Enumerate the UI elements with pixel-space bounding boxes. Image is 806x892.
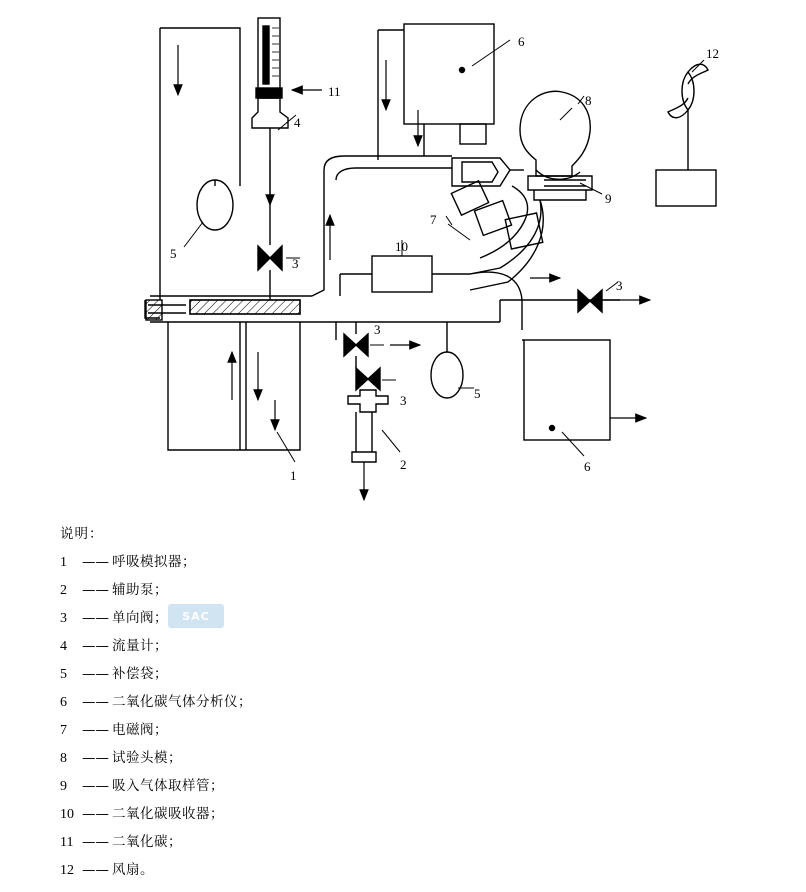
callout-7: 7 bbox=[430, 212, 437, 227]
callout-6a: 6 bbox=[518, 34, 525, 49]
legend-number: 2 bbox=[60, 582, 67, 598]
legend-dash: —— bbox=[82, 721, 109, 738]
callout-1: 1 bbox=[290, 468, 297, 483]
legend-dash: —— bbox=[82, 609, 109, 626]
legend-number: 5 bbox=[60, 666, 67, 682]
legend-number: 9 bbox=[60, 778, 67, 794]
list-item bbox=[60, 805, 760, 822]
list-item bbox=[60, 609, 760, 626]
legend-label: 吸入气体取样管； bbox=[112, 777, 224, 794]
watermark-sac: SAC bbox=[168, 604, 224, 628]
legend-dash: —— bbox=[82, 805, 109, 822]
legend-dash: —— bbox=[82, 833, 109, 850]
legend-dash: —— bbox=[82, 637, 109, 654]
legend-number: 11 bbox=[60, 834, 74, 850]
list-item bbox=[60, 721, 760, 738]
callout-10: 10 bbox=[395, 239, 408, 254]
legend-dash: —— bbox=[82, 581, 109, 598]
callout-3b: 3 bbox=[374, 322, 381, 337]
callout-4: 4 bbox=[294, 115, 301, 130]
legend-label: 流量计； bbox=[112, 637, 168, 654]
legend-dash: —— bbox=[82, 693, 109, 710]
legend-number: 12 bbox=[60, 862, 74, 878]
list-item bbox=[60, 693, 760, 710]
legend-label: 电磁阀； bbox=[112, 721, 168, 738]
list-item bbox=[60, 833, 760, 850]
legend-label: 单向阀； bbox=[112, 609, 168, 626]
list-item bbox=[60, 637, 760, 654]
callout-8: 8 bbox=[585, 93, 592, 108]
callout-3a: 3 bbox=[292, 256, 299, 271]
legend-label: 二氧化碳； bbox=[112, 833, 182, 850]
legend-label: 二氧化碳气体分析仪； bbox=[112, 693, 252, 710]
legend-label: 补偿袋； bbox=[112, 665, 168, 682]
list-item bbox=[60, 553, 760, 570]
legend-number: 8 bbox=[60, 750, 67, 766]
legend-number: 3 bbox=[60, 610, 67, 626]
callout-3c: 3 bbox=[400, 393, 407, 408]
callout-12: 12 bbox=[706, 46, 719, 61]
legend-number: 4 bbox=[60, 638, 67, 654]
legend-label: 风扇。 bbox=[112, 861, 154, 878]
list-item bbox=[60, 665, 760, 682]
legend-title: 说明： bbox=[60, 526, 104, 542]
legend-dash: —— bbox=[82, 553, 109, 570]
list-item bbox=[60, 777, 760, 794]
legend-dash: —— bbox=[82, 749, 109, 766]
legend-dash: —— bbox=[82, 777, 109, 794]
legend bbox=[60, 528, 760, 892]
legend-dash: —— bbox=[82, 861, 109, 878]
legend-number: 7 bbox=[60, 722, 67, 738]
callout-2: 2 bbox=[400, 457, 407, 472]
legend-label: 二氧化碳吸收器； bbox=[112, 805, 224, 822]
callout-3d: 3 bbox=[616, 278, 623, 293]
callout-5b: 5 bbox=[474, 386, 481, 401]
callout-6b: 6 bbox=[584, 459, 591, 474]
legend-dash: —— bbox=[82, 665, 109, 682]
callout-5a: 5 bbox=[170, 246, 177, 261]
list-item bbox=[60, 581, 760, 598]
legend-label: 辅助泵； bbox=[112, 581, 168, 598]
list-item bbox=[60, 861, 760, 878]
callout-9: 9 bbox=[605, 191, 612, 206]
legend-number: 1 bbox=[60, 554, 67, 570]
list-item bbox=[60, 749, 760, 766]
legend-number: 6 bbox=[60, 694, 67, 710]
callout-11: 11 bbox=[328, 84, 341, 99]
legend-number: 10 bbox=[60, 806, 74, 822]
legend-label: 试验头模； bbox=[112, 749, 182, 766]
legend-label: 呼吸模拟器； bbox=[112, 553, 196, 570]
